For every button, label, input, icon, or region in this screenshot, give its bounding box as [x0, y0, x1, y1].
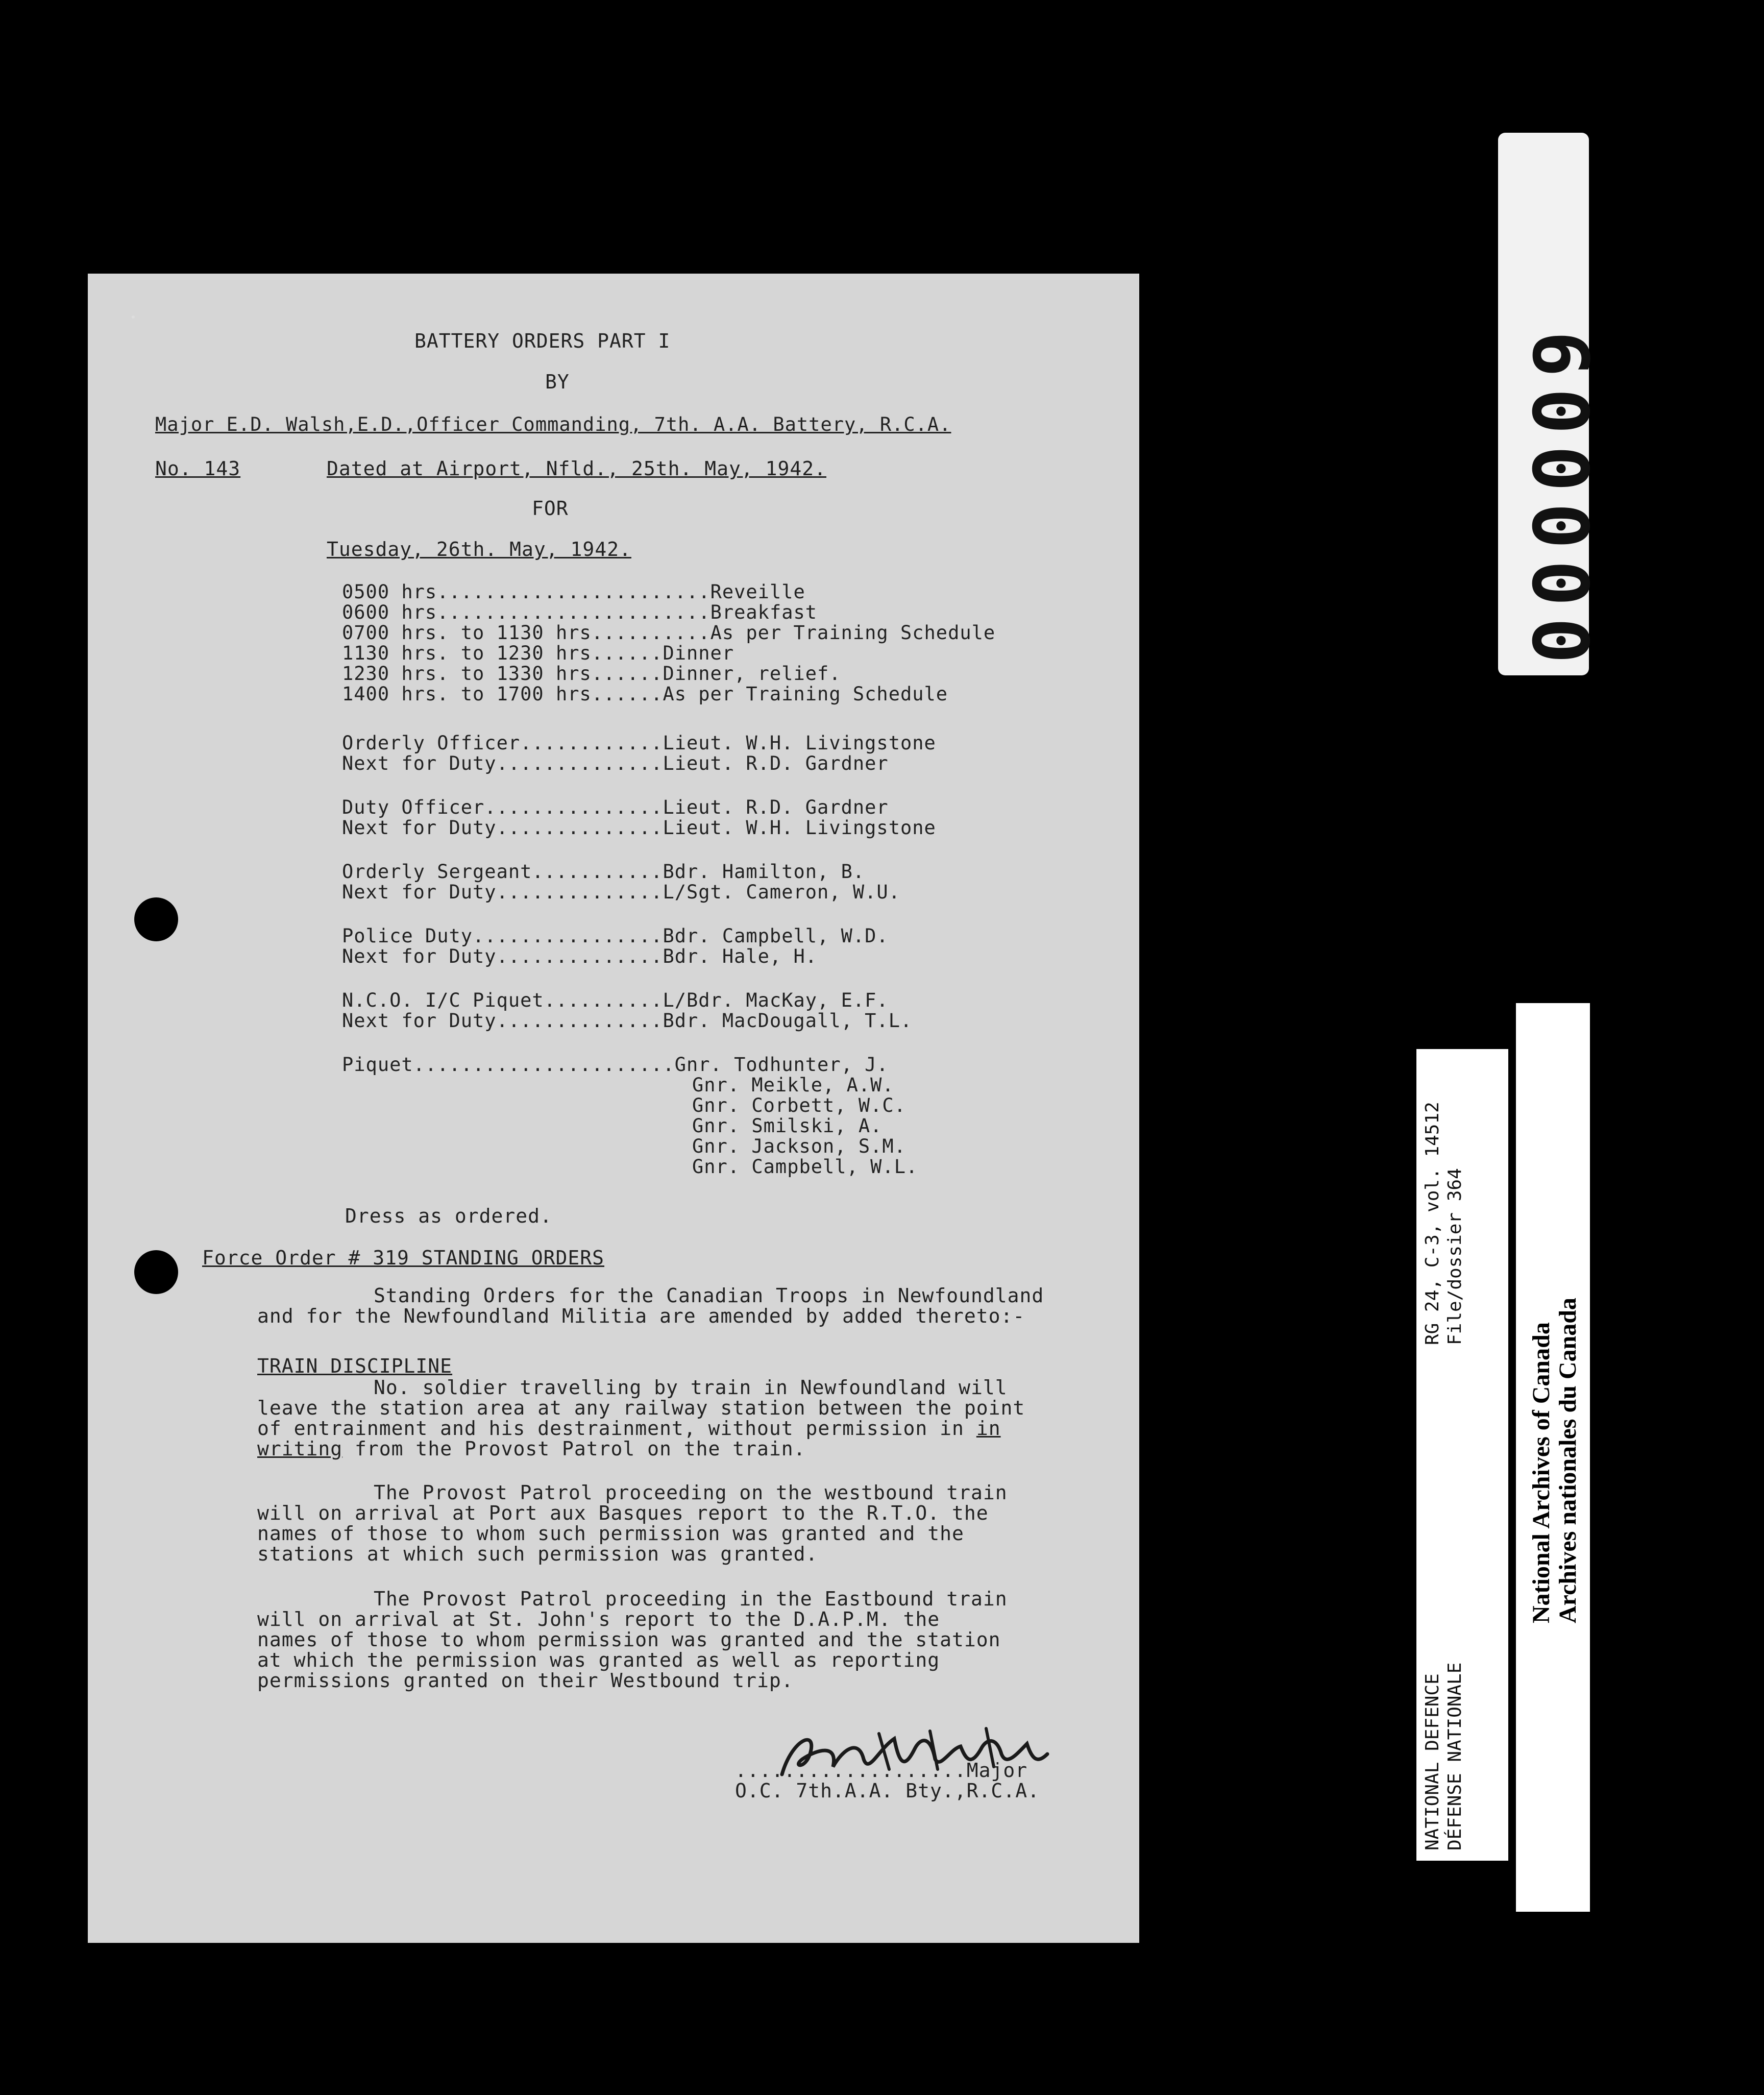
duty-row: Orderly Officer............Lieut. W.H. Livingstone [342, 732, 936, 754]
para2-line: names of those to whom such permission was granted and the [257, 1522, 964, 1545]
piquet-member: Gnr. Jackson, S.M. [692, 1135, 906, 1157]
schedule-row: 1130 hrs. to 1230 hrs......Dinner [342, 642, 734, 664]
piquet-member: Gnr. Corbett, W.C. [692, 1094, 906, 1116]
orders-by: BY [545, 371, 570, 393]
para1-line: leave the station area at any railway station between the point [257, 1397, 1025, 1419]
schedule-row: 0500 hrs.......................Reveille [342, 581, 805, 603]
underlined-word: in [976, 1417, 1001, 1440]
para1-line: writing from the Provost Patrol on the train. [257, 1438, 806, 1460]
para2-line: The Provost Patrol proceeding on the westbound train [374, 1481, 1008, 1504]
schedule-row: 0600 hrs.......................Breakfast [342, 601, 818, 623]
piquet-label: Piquet......................Gnr. Todhunter, J. [342, 1054, 889, 1076]
archives-en: National Archives of Canada [1528, 1322, 1555, 1623]
duty-row: Duty Officer...............Lieut. R.D. Gardner [342, 796, 889, 818]
para3-line: The Provost Patrol proceeding in the Eastbound train [374, 1588, 1008, 1610]
dust-speck [132, 315, 135, 319]
signature-line: ...................Major [735, 1759, 1028, 1782]
duty-row: Orderly Sergeant...........Bdr. Hamilton, B. [342, 861, 865, 883]
orders-number: No. 143 [155, 457, 241, 480]
archive-reference-2: File/dossier 364 [1444, 1168, 1465, 1345]
para3-line: at which the permission was granted as well as reporting [257, 1649, 940, 1671]
force-order-heading: Force Order # 319 STANDING ORDERS [202, 1247, 604, 1269]
frame-number: 000009 [1518, 320, 1607, 664]
document-page [88, 274, 1139, 1943]
para2-line: will on arrival at Port aux Basques report to the R.T.O. the [257, 1502, 989, 1524]
orders-issuer: Major E.D. Walsh,E.D.,Officer Commanding, 7th. A.A. Battery, R.C.A. [155, 413, 951, 435]
orders-dated: Dated at Airport, Nfld., 25th. May, 1942. [327, 457, 826, 480]
piquet-member: Gnr. Smilski, A. [692, 1115, 883, 1137]
punch-hole [134, 897, 178, 941]
force-order-line: and for the Newfoundland Militia are amended by added thereto:- [257, 1305, 1025, 1327]
para2-line: stations at which such permission was granted. [257, 1543, 818, 1565]
force-order-line: Standing Orders for the Canadian Troops in Newfoundland [374, 1284, 1044, 1307]
archive-reference-1: RG 24, C-3, vol. 14512 [1422, 1102, 1443, 1345]
duty-row: Police Duty................Bdr. Campbell, W.D. [342, 925, 889, 947]
duty-row: Next for Duty..............Bdr. Hale, H. [342, 945, 818, 967]
department-en: NATIONAL DEFENCE [1422, 1673, 1443, 1850]
duty-row: Next for Duty..............L/Sgt. Cameron, W.U. [342, 881, 900, 903]
para3-line: permissions granted on their Westbound trip. [257, 1669, 794, 1692]
train-discipline-heading: TRAIN DISCIPLINE [257, 1355, 453, 1377]
piquet-member: Gnr. Campbell, W.L. [692, 1156, 918, 1178]
department-fr: DÉFENSE NATIONALE [1444, 1662, 1465, 1850]
piquet-member: Gnr. Meikle, A.W. [692, 1074, 894, 1096]
duty-row: Next for Duty..............Lieut. W.H. Livingstone [342, 817, 936, 839]
dress-note: Dress as ordered. [345, 1205, 552, 1227]
frame-number-card [1498, 133, 1607, 675]
signature-unit: O.C. 7th.A.A. Bty.,R.C.A. [735, 1780, 1040, 1802]
schedule-row: 1400 hrs. to 1700 hrs......As per Training Schedule [342, 683, 948, 705]
duty-row: N.C.O. I/C Piquet..........L/Bdr. MacKay, E.F. [342, 989, 889, 1011]
archive-reference-label [1416, 1049, 1508, 1861]
orders-title: BATTERY ORDERS PART I [414, 330, 671, 352]
punch-hole [134, 1250, 178, 1294]
para3-line: names of those to whom permission was granted and the station [257, 1628, 1001, 1651]
archives-name-label [1516, 1003, 1590, 1912]
orders-for: FOR [532, 497, 569, 520]
schedule-row: 1230 hrs. to 1330 hrs......Dinner, relief. [342, 663, 841, 685]
orders-date: Tuesday, 26th. May, 1942. [327, 538, 631, 561]
para1-line: of entrainment and his destrainment, without permission in in [257, 1417, 1001, 1440]
schedule-row: 0700 hrs. to 1130 hrs..........As per Training Schedule [342, 622, 996, 644]
duty-row: Next for Duty..............Lieut. R.D. Gardner [342, 752, 889, 774]
para3-line: will on arrival at St. John's report to the D.A.P.M. the [257, 1608, 940, 1630]
duty-row: Next for Duty..............Bdr. MacDougall, T.L. [342, 1010, 913, 1032]
para1-line: No. soldier travelling by train in Newfoundland will [374, 1376, 1008, 1399]
archives-fr: Archives nationales du Canada [1554, 1298, 1581, 1623]
